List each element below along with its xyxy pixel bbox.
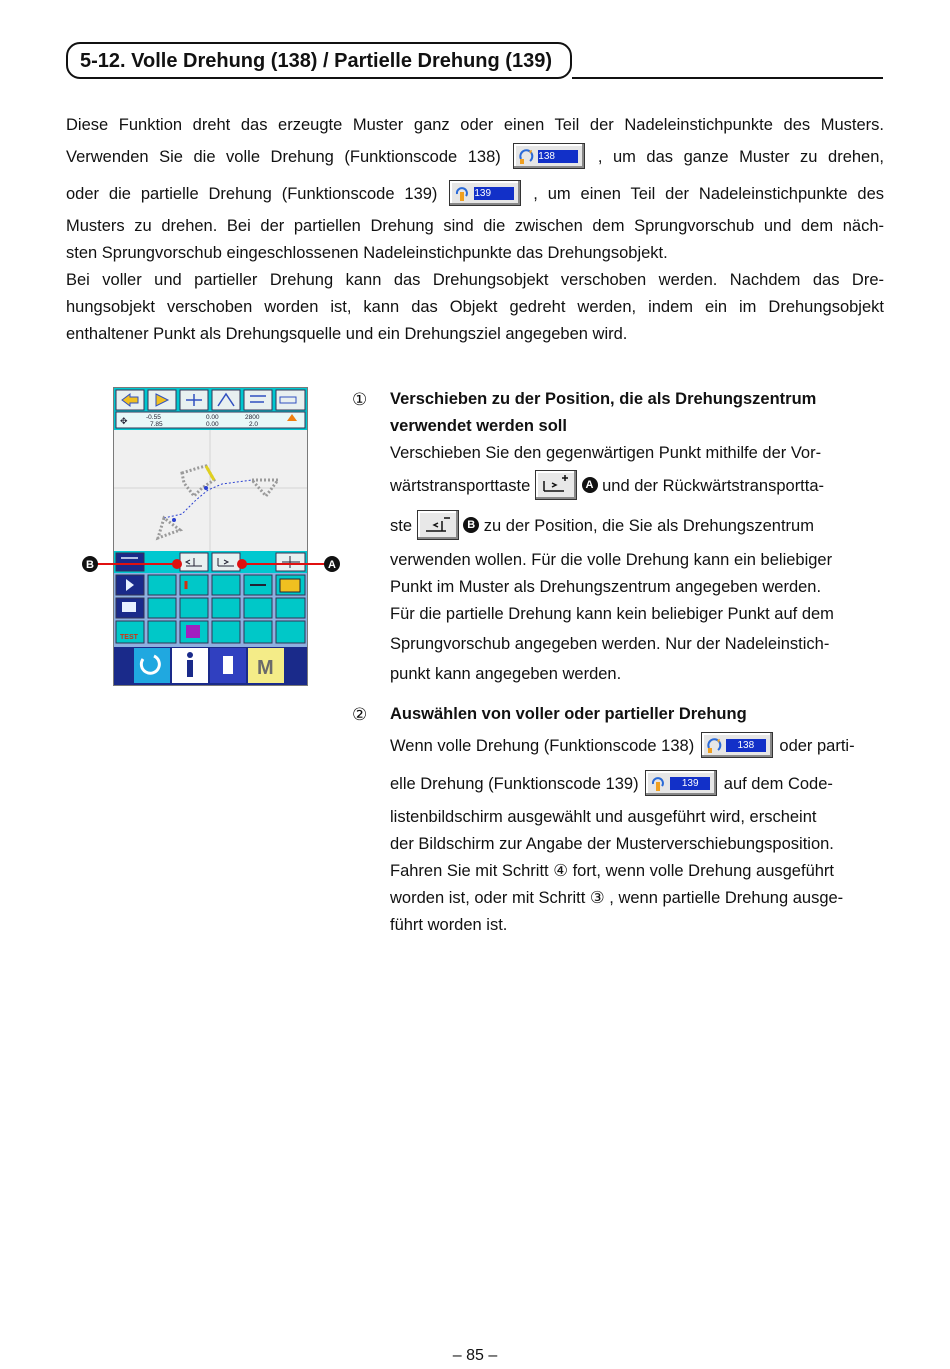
step-1-line: Für die partielle Drehung kann kein beliebiger Punkt auf dem [390,605,834,623]
step-text: und der Rückwärtstransportta- [602,477,825,495]
step-1-line: Verschieben Sie den gegenwärtigen Punkt mithilfe der Vor- [390,444,822,462]
step-2-line: führt worden ist. [390,916,508,934]
page-number: – 85 – [452,1347,498,1364]
step-2-line: Fahren Sie mit Schritt ④ fort, wenn volle Drehung ausgeführt [390,862,835,880]
step-2-line: der Bildschirm zur Angabe der Musterverschiebungsposition. [390,835,834,853]
code-number: 139 [670,777,710,790]
step-1-line: Punkt im Muster als Drehungszentrum angegeben werden. [390,578,822,596]
intro-paragraph [66,112,884,348]
step-1-heading: Verschieben zu der Position, die als Drehungszentrum [390,390,817,408]
readout-pitch: 2.0 [249,421,259,428]
partial-rotation-code-button [449,180,521,206]
section-title: 5-12. Volle Drehung (138) / Partielle Drehung (139) [80,50,552,72]
intro-line: Musters zu drehen. Bei der partiellen Drehung sind die zwischen dem Sprungvorschub und dem näch- [66,217,884,235]
badge-a: A [582,477,598,493]
step-text: ste [390,517,413,535]
step-text: Wenn volle Drehung (Funktionscode 138) [390,737,695,755]
backward-feed-key [417,510,459,540]
readout-y2: 0.00 [206,421,219,428]
step-text: elle Drehung (Funktionscode 139) [390,775,639,793]
partial-rotate-icon [650,774,666,792]
svg-text:✥: ✥ [120,416,128,426]
rotate-icon [706,736,722,754]
intro-line: sten Sprungvorschub eingeschlossenen Nadeleinstichpunkte das Drehungsobjekt. [66,244,668,262]
full-rotation-code-button [513,143,585,169]
code-number: 138 [726,739,766,752]
step-2-heading: Auswählen von voller oder partieller Drehung [390,705,747,723]
title-underline [572,77,883,79]
partial-rotate-icon [454,184,470,202]
readout-y: 7.85 [150,421,163,428]
step-1-line: Sprungvorschub angegeben werden. Nur der Nadeleinstich- [390,635,830,653]
intro-line: enthaltener Punkt als Drehungsquelle und ein Drehungsziel angegeben wird. [66,325,628,343]
intro-text: Verwenden Sie die volle Drehung (Funktionscode 138) [66,148,501,166]
intro-line: Bei voller und partieller Drehung kann das Drehungsobjekt verschoben werden. Nachdem das Dre- [66,271,884,289]
callout-b-label: B [86,559,94,571]
intro-line: hungsobjekt verschoben worden ist, kann das Objekt gedreht werden, indem ein im Drehungsobjekt [66,298,884,316]
step-1-line [390,505,884,547]
callout-a-label: A [328,559,336,571]
rotate-icon [518,147,534,165]
step-text: wärtstransporttaste [390,477,531,495]
code-number: 138 [538,150,578,163]
code-number: 139 [474,187,514,200]
step-text: oder parti- [779,737,855,755]
step-1-line: verwenden wollen. Für die volle Drehung kann ein beliebiger [390,551,833,569]
forward-feed-key [535,470,577,500]
backward-feed-icon [424,515,452,535]
intro-line [66,139,884,176]
step-1-line: punkt kann angegeben werden. [390,665,622,683]
step-2-line [390,764,884,804]
intro-line: Diese Funktion dreht das erzeugte Muster ganz oder einen Teil der Nadeleinstichpunkte des Musters. [66,116,884,134]
memory-key-label: M [257,657,274,679]
step-1-line [390,467,884,505]
forward-feed-icon [542,475,570,495]
intro-text: oder die partielle Drehung (Funktionscode 139) [66,185,438,203]
section-title-box [66,42,572,79]
badge-b: B [463,517,479,533]
step-text: auf dem Code- [723,775,833,793]
step-2-line: worden ist, oder mit Schritt ③ , wenn partielle Drehung ausge- [390,889,844,907]
step-text: zu der Position, die Sie als Drehungszentrum [483,517,814,535]
step-2-body [390,701,884,939]
step-1-heading: verwendet werden soll [390,417,567,435]
step-2-line: listenbildschirm ausgewählt und ausgeführt wird, erscheint [390,808,817,826]
step-1-number: ① [352,390,368,409]
step-2-number: ② [352,705,368,724]
intro-text: , um einen Teil der Nadeleinstichpunkte des [533,185,885,203]
intro-text: , um das ganze Muster zu drehen, [597,148,884,166]
partial-rotation-code-button [645,770,717,796]
readout-speed: 2800 [245,414,260,421]
full-rotation-code-button [701,732,773,758]
step-2-line [390,728,884,764]
step-1-body [390,386,884,688]
readout-x: -0.55 [146,414,161,421]
panel-screen-illustration [86,388,336,685]
readout-x2: 0.00 [206,414,219,421]
panel-screen-drawing [86,388,336,685]
intro-line [66,176,884,213]
test-key-label: TEST [120,634,138,641]
